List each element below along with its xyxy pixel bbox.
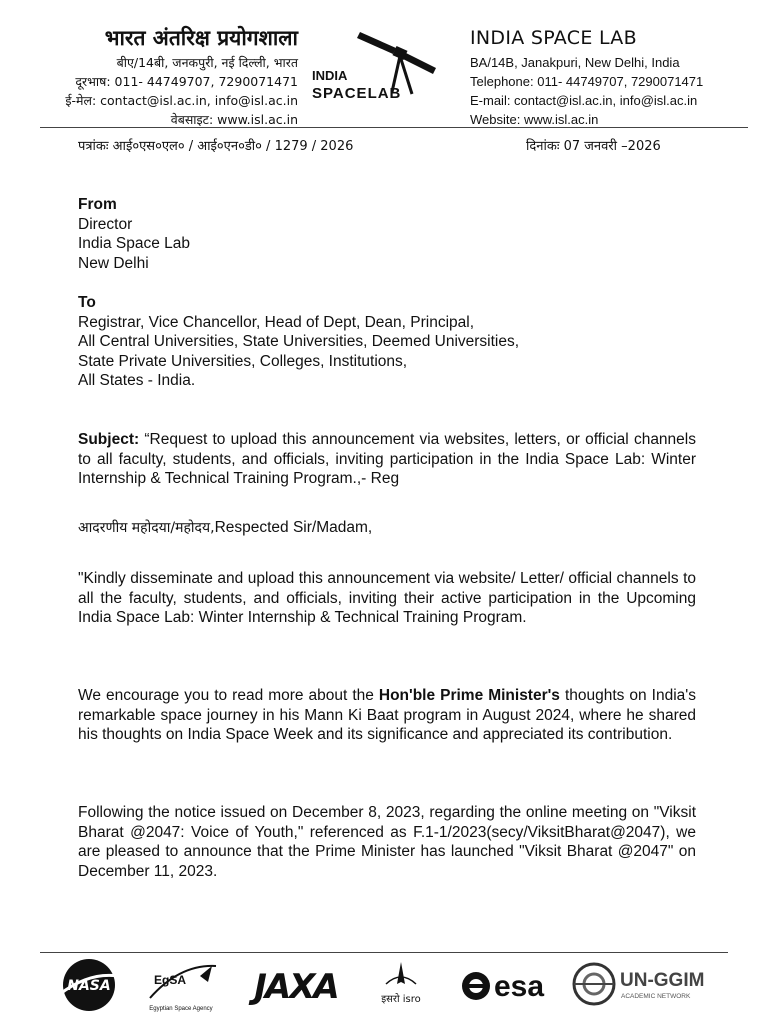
header-english-block	[470, 26, 760, 129]
paragraph-text: We encourage you to read more about the	[78, 687, 379, 704]
hindi-email: ई-मेल: contact@isl.ac.in, info@isl.ac.in	[65, 93, 298, 108]
english-address: BA/14B, Janakpuri, New Delhi, India	[470, 55, 680, 70]
svg-text:Egyptian Space Agency: Egyptian Space Agency	[149, 1006, 213, 1012]
from-line: India Space Lab	[78, 235, 191, 252]
hindi-website: वेबसाइट: www.isl.ac.in	[170, 112, 298, 127]
partner-logos	[48, 954, 728, 1016]
from-heading: From	[78, 196, 117, 213]
egsa-logo	[140, 954, 222, 1016]
from-block	[78, 195, 696, 273]
hindi-title: भारत अंतरिक्ष प्रयोगशाला	[104, 26, 298, 50]
subject-label: Subject:	[78, 431, 140, 448]
letter-date: दिनांकः 07 जनवरी –2026	[526, 139, 661, 154]
header-divider	[40, 127, 748, 128]
subject-text: “Request to upload this announcement via websites, letters, or official channels to all faculty, students, and officials, inviting participation in the India Space Lab: Winter Internship & Technical Training Program.,- Reg	[78, 431, 696, 487]
from-line: New Delhi	[78, 254, 149, 272]
paragraph-announcement	[78, 569, 696, 628]
to-heading: To	[78, 294, 96, 311]
un-ggim-logo	[570, 954, 728, 1016]
svg-text:EgSA: EgSA	[154, 973, 187, 987]
english-title: INDIA SPACE LAB	[470, 27, 637, 49]
to-block	[78, 293, 696, 391]
header-hindi-block	[48, 26, 298, 129]
hindi-phone: दूरभाष: 011- 44749707, 7290071471	[75, 74, 298, 89]
logo-text-india: INDIA	[312, 68, 348, 83]
svg-text:JAXA: JAXA	[254, 967, 338, 1007]
english-phone: Telephone: 011- 44749707, 7290071471	[470, 74, 704, 89]
india-space-lab-logo	[308, 26, 468, 106]
paragraph-text: Following the notice issued on December 8, 2023, regarding the online meeting on "Viksit Bharat @2047: Voice of Youth," referenced as F.1-1/2023(secy/ViksitBharat@2047), we are pleased to announce that the Prime Minister has launched "Viksit Bharat @2047" on December 11, 2023.	[78, 804, 696, 880]
english-website: Website: www.isl.ac.in	[470, 112, 599, 127]
english-email: E-mail: contact@isl.ac.in, info@isl.ac.in	[470, 93, 698, 108]
paragraph-text: thoughts on India's remarkable space journey in his Mann Ki Baat program in August 2024, where he shared his thoughts on India Space Week and its significance and appreciated its contribution.	[78, 687, 696, 743]
isro-logo	[366, 954, 436, 1016]
svg-text:ACADEMIC NETWORK: ACADEMIC NETWORK	[621, 993, 691, 1000]
from-line: Director	[78, 215, 133, 233]
salutation	[78, 518, 696, 539]
hindi-address: बीए/14बी, जनकपुरी, नई दिल्ली, भारत	[116, 55, 298, 70]
paragraph-bold-text: Hon'ble Prime Minister's	[378, 687, 560, 704]
nasa-logo	[56, 954, 122, 1016]
to-line: All States - India.	[78, 372, 196, 389]
salutation-english: Respected Sir/Madam,	[214, 519, 373, 536]
salutation-hindi: आदरणीय महोदया/महोदय,	[78, 520, 215, 536]
paragraph-prime-minister	[78, 686, 696, 745]
svg-text:UN-GGIM: UN-GGIM	[620, 970, 705, 991]
paragraph-viksit-bharat	[78, 803, 696, 881]
to-line: Registrar, Vice Chancellor, Head of Dept, Dean, Principal,	[78, 313, 475, 331]
svg-text:esa: esa	[494, 970, 545, 1003]
paragraph-text: "Kindly disseminate and upload this announcement via website/ Letter/ official channels to all the faculty, students, and officials, inviting their active participation in the Upcoming India Space Lab: Winter Internship & Technical Training Program.	[78, 570, 696, 626]
esa-logo	[450, 954, 568, 1016]
subject-paragraph	[78, 430, 696, 489]
jaxa-logo	[240, 954, 352, 1016]
reference-number: पत्रांकः आई०एस०एल० / आई०एन०डी० / 1279 / 2026	[78, 139, 354, 154]
svg-text:इसरो isro: इसरो isro	[381, 994, 421, 1005]
to-line: State Private Universities, Colleges, Institutions,	[78, 352, 408, 370]
footer-divider	[40, 952, 728, 953]
svg-text:NASA: NASA	[67, 978, 111, 994]
logo-text-spacelab: SPACELAB	[312, 85, 402, 102]
to-line: All Central Universities, State Universities, Deemed Universities,	[78, 333, 520, 350]
